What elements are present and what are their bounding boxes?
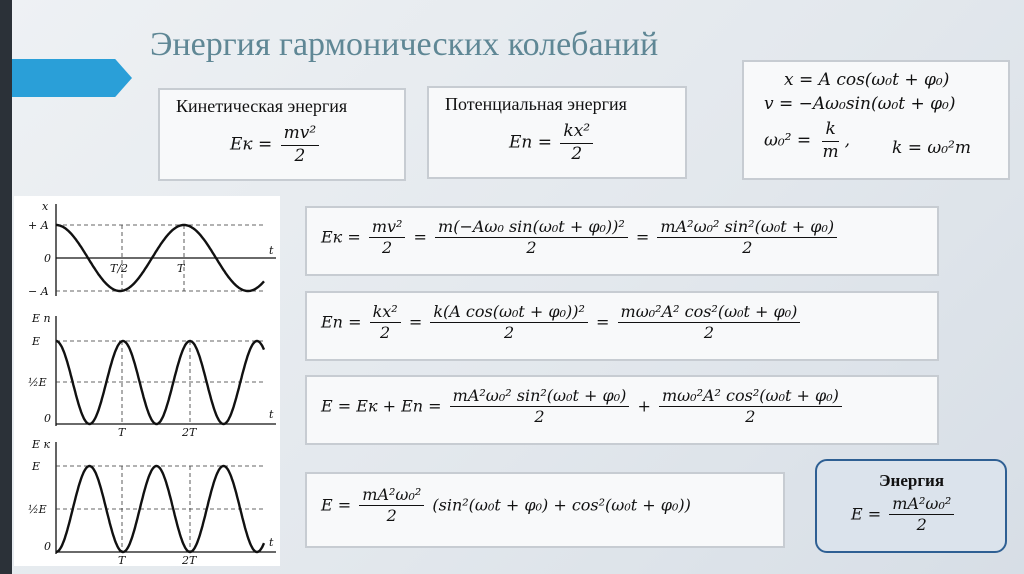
potential-energy-box [427,86,687,179]
et-f2-den: 2 [745,407,756,427]
final-num: mA²ω₀² [889,495,954,515]
omega-equation: ω₀² = $\frac{k}{m}$ , [764,119,851,162]
mid-t2-label: 2T [182,426,197,439]
mid-t1-label: T [118,426,126,439]
ep-frac-3 [618,303,801,343]
kinetic-fraction [281,124,320,166]
bot-axis-label: E к [32,438,51,451]
potential-den: 2 [571,143,583,164]
es-den: 2 [386,506,397,526]
et-f2-num: mω₀²A² cos²(ω₀t + φ₀) [659,387,842,407]
ek-f1-num: mv² [369,218,406,238]
mid-zero-label: 0 [44,412,51,425]
velocity-equation: v = −Aω₀sin(ω₀t + φ₀) [764,94,956,114]
kinetic-lhs: Eк = [230,134,273,155]
ep-f2-den: 2 [504,323,515,343]
potential-energy-label: Потенциальная энергия [445,94,627,114]
potential-fraction [560,122,593,164]
ep-f1-num: kx² [370,303,401,323]
left-dark-bar [0,0,12,574]
kinetic-expansion-box [305,206,939,276]
mid-axis-label: E п [32,312,51,325]
potential-expansion-box [305,291,939,361]
bot-zero-label: 0 [44,540,51,553]
energy-graphs-panel [14,196,280,566]
top-axis-x-label: x [42,200,49,213]
total-energy-formula [321,387,845,427]
top-minus-a-label: − A [28,285,49,298]
top-zero-label: 0 [44,252,51,265]
bot-t1-label: T [118,554,126,566]
ek-f2-den: 2 [526,238,537,258]
kinetic-num: mv² [281,124,320,146]
ep-f1-den: 2 [380,323,391,343]
potential-lhs: Eп = [509,132,553,153]
et-frac-1 [450,387,630,427]
omega-lhs: ω₀² = [764,130,812,151]
final-lhs: E = [851,504,882,524]
es-num: mA²ω₀² [359,486,424,506]
et-lhs: E = Eк + Eп = [321,396,442,416]
ep-f3-den: 2 [703,323,715,343]
ek-frac-2 [435,218,628,258]
sum-energy-box [305,472,785,548]
kinetic-den: 2 [294,145,306,166]
sum-energy-formula [321,486,691,526]
kinetic-plot [28,438,276,566]
slide-title: Энергия гармонических колебаний [150,26,659,63]
ep-f3-num: mω₀²A² cos²(ω₀t + φ₀) [618,303,801,323]
top-period-label: T [177,262,185,275]
ep-lhs: Eп = [321,312,362,332]
ek-lhs: Eк = [321,227,361,247]
displacement-plot [28,200,276,298]
ek-frac-3 [657,218,837,258]
kinetic-expansion-formula: Eк = $\frac{\text{mv²}}{2}$ = $\frac{\text{m(−Aω₀ sin(ω₀t + φ₀))²}}{2}$ = $\frac{\text{mA²ω₀² sin²(ω₀t + φ₀)}}{2}$ [321,218,840,258]
kinetic-energy-formula [230,124,322,166]
ep-frac-1 [370,303,401,343]
bot-half-label: ½E [28,503,47,516]
et-plus: + [637,396,651,416]
position-equation: x = A cos(ω₀t + φ₀) [784,70,950,90]
bot-e-label: E [32,460,41,473]
k-relation: k = ω₀²m [892,138,971,158]
energy-graphs-svg [14,196,280,566]
es-lhs: E = [321,495,352,515]
mid-e-label: E [32,335,41,348]
ek-f1-den: 2 [382,238,393,258]
omega-den: m [822,141,839,162]
potential-plot [28,312,276,439]
top-t-label: t [269,244,274,257]
kinetic-energy-label: Кинетическая энергия [176,96,348,116]
bot-t2-label: 2T [182,554,197,566]
final-frac [889,495,954,535]
title-arrow-decoration [12,59,132,97]
ep-frac-2 [430,303,588,343]
mid-t-label: t [269,408,274,421]
es-frac [359,486,424,526]
final-energy-box [815,459,1007,553]
es-rest: (sin²(ω₀t + φ₀) + cos²(ω₀t + φ₀)) [432,495,691,515]
potential-expansion-formula: Eп = $\frac{\text{kx²}}{2}$ = $\frac{\text{k(A cos(ω₀t + φ₀))²}}{2}$ = $\frac{\text{mω₀²A² cos²(ω₀t + φ₀)}}{2}$ [321,303,803,343]
omega-num: k [822,120,838,142]
et-f1-den: 2 [534,407,545,427]
bot-t-label: t [269,536,274,549]
final-den: 2 [916,515,927,535]
potential-energy-formula [509,122,596,164]
potential-num: kx² [560,122,593,144]
et-f1-num: mA²ω₀² sin²(ω₀t + φ₀) [450,387,630,407]
et-frac-2 [659,387,842,427]
ek-f3-num: mA²ω₀² sin²(ω₀t + φ₀) [657,218,837,238]
final-energy-formula [851,495,957,535]
top-half-period-label: T/2 [110,262,129,275]
final-energy-label: Энергия [879,471,945,490]
potential-curve [56,341,264,424]
total-energy-box [305,375,939,445]
kinematics-box [742,60,1010,180]
top-plus-a-label: + A [28,219,49,232]
ek-f2-num: m(−Aω₀ sin(ω₀t + φ₀))² [435,218,628,238]
mid-half-label: ½E [28,376,47,389]
ep-f2-num: k(A cos(ω₀t + φ₀))² [430,303,588,323]
kinetic-energy-box [158,88,406,181]
ek-frac-1 [369,218,406,258]
omega-fraction [820,120,842,162]
ek-f3-den: 2 [742,238,753,258]
